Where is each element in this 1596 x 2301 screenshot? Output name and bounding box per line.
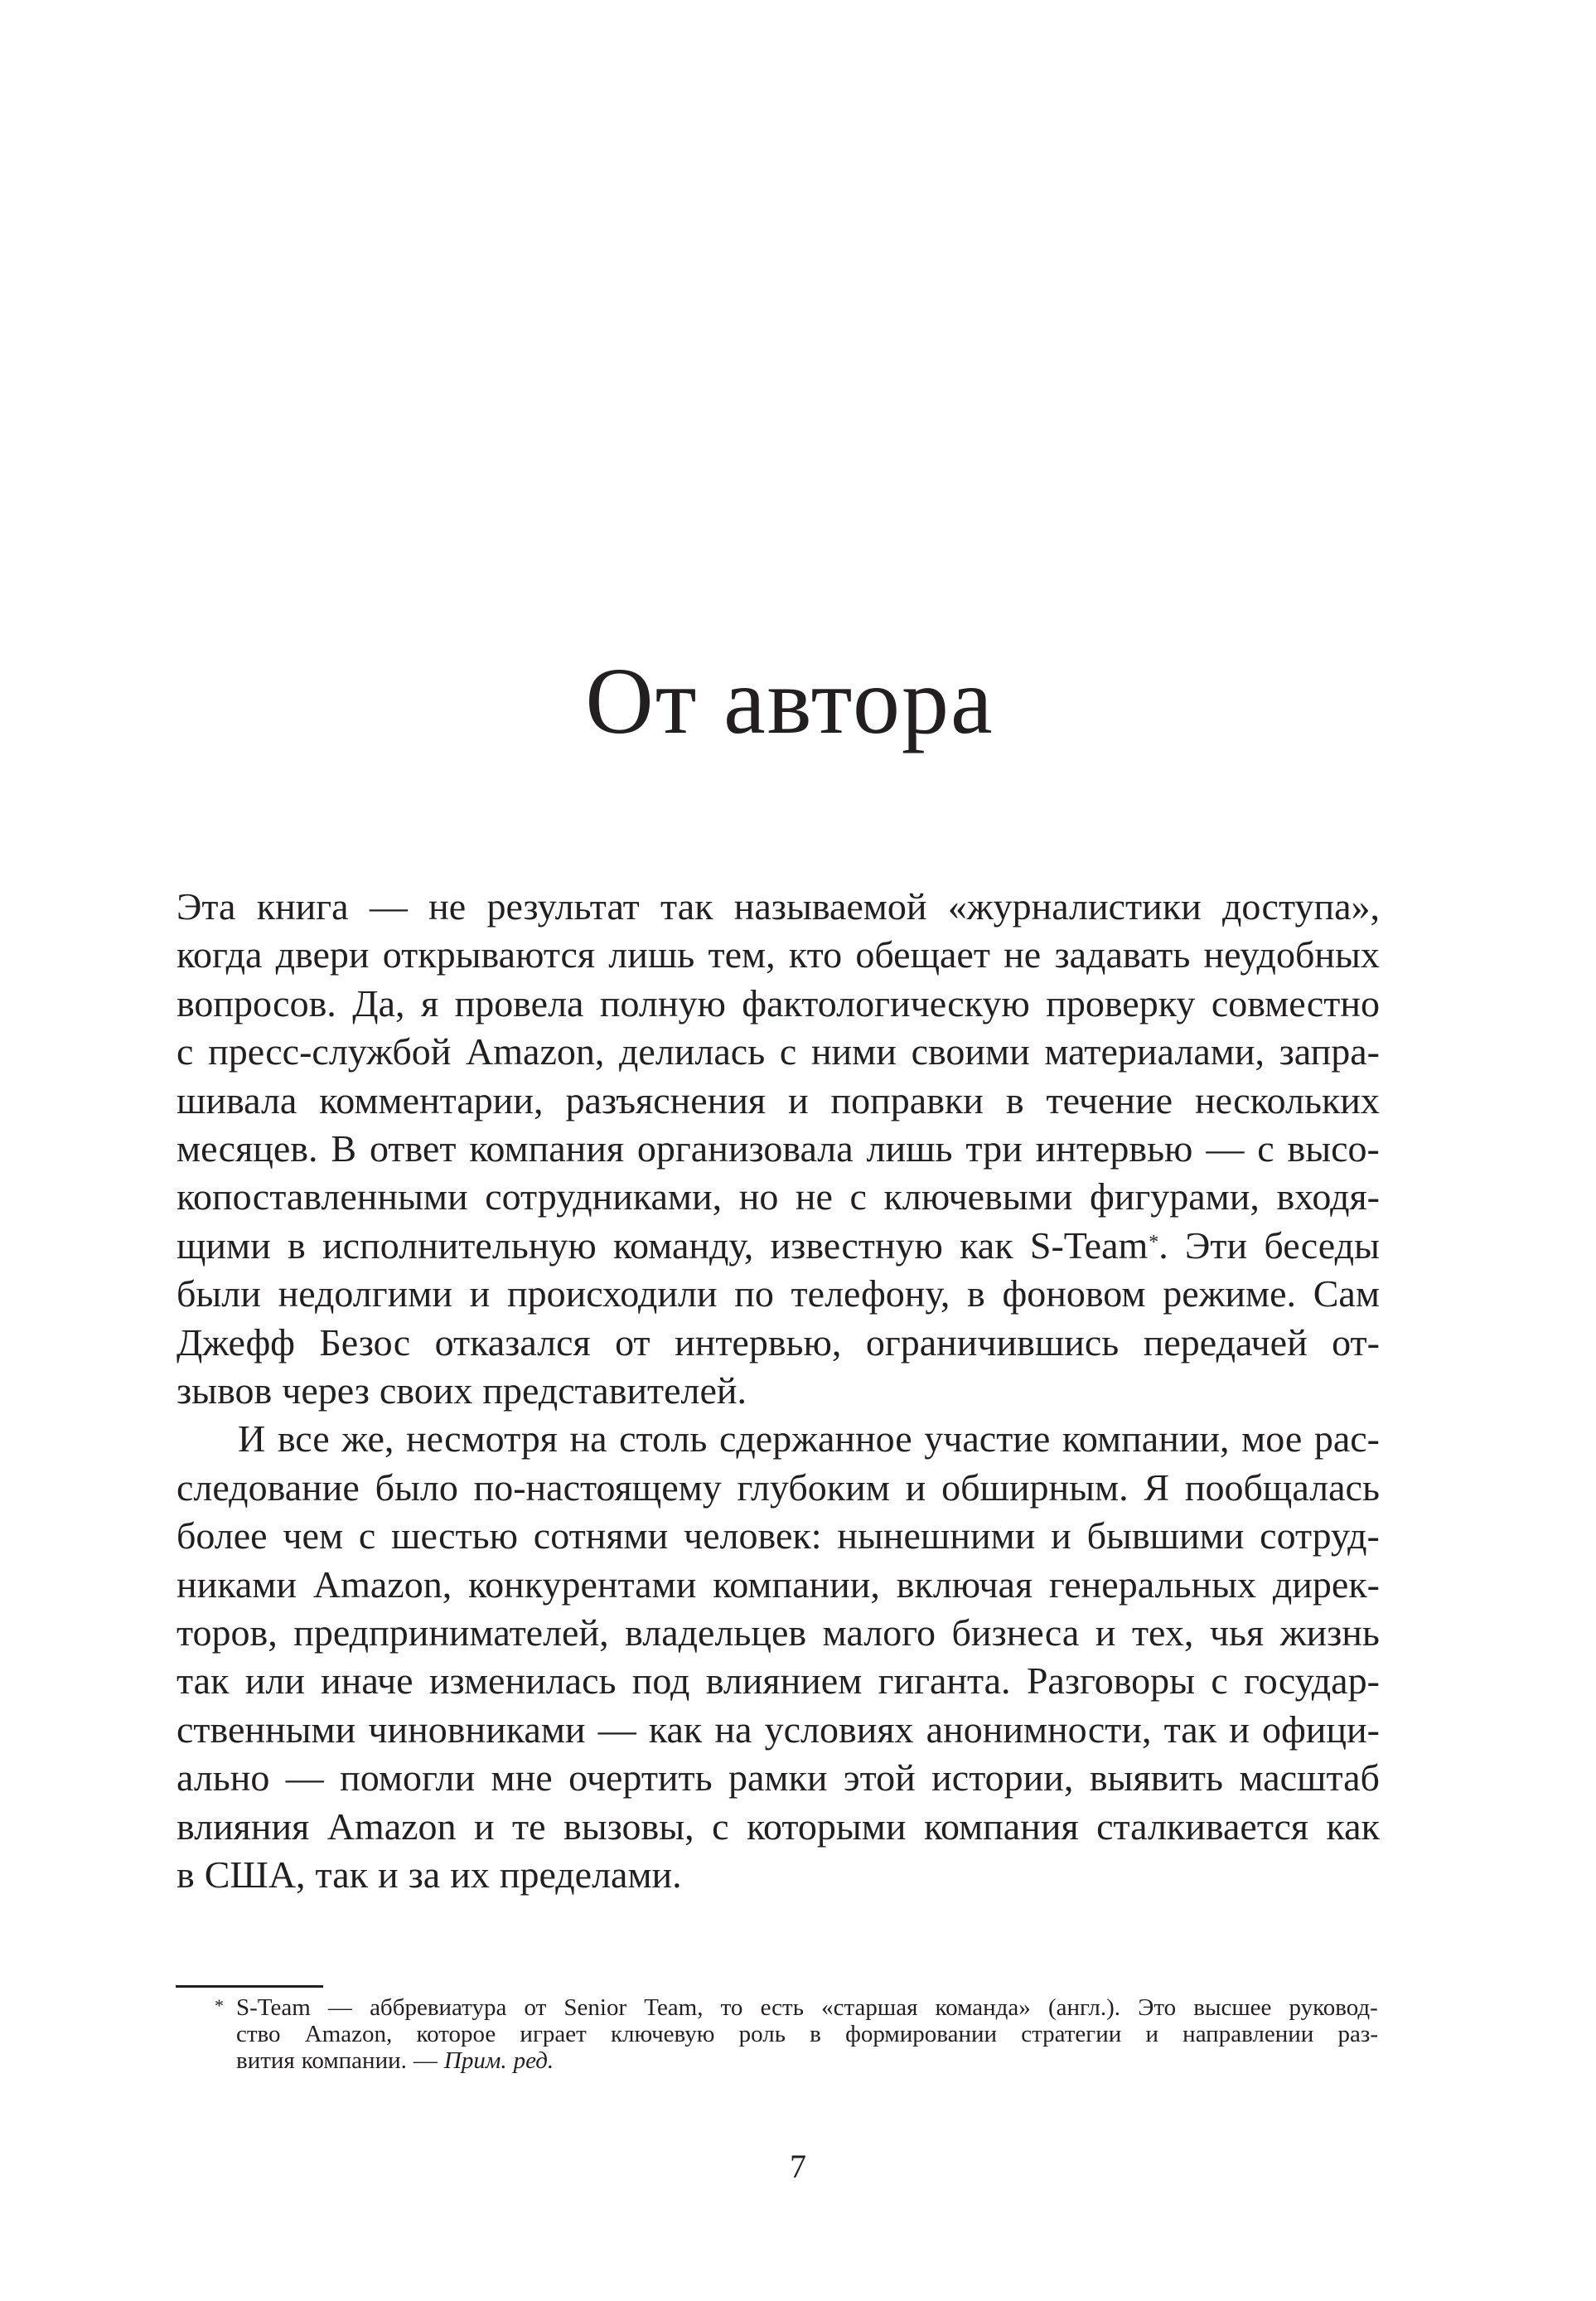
word: на bbox=[569, 1417, 607, 1461]
word: так bbox=[1163, 1708, 1217, 1751]
word: с bbox=[849, 1175, 867, 1218]
word: предпринимателей, bbox=[293, 1611, 609, 1654]
word: S-Team*. bbox=[1029, 1223, 1168, 1267]
word: не bbox=[428, 885, 467, 928]
word: недолгими bbox=[278, 1272, 452, 1315]
word: ключевыми bbox=[883, 1175, 1073, 1218]
word: чиновниками bbox=[368, 1708, 586, 1751]
word: которыми bbox=[746, 1804, 907, 1848]
word: формировании bbox=[845, 2021, 998, 2047]
word: — bbox=[369, 885, 408, 928]
word: влияния bbox=[177, 1804, 310, 1848]
word: в bbox=[288, 1223, 306, 1267]
word: провела bbox=[454, 981, 584, 1025]
word: я bbox=[420, 981, 439, 1025]
word: ними bbox=[810, 1030, 897, 1073]
word: кто bbox=[788, 933, 843, 976]
word: запра- bbox=[1279, 1030, 1380, 1073]
footnote-separator bbox=[176, 1985, 323, 1988]
word: ключевую bbox=[610, 2021, 715, 2047]
word: сталкивается bbox=[1096, 1804, 1309, 1848]
word: — bbox=[327, 1994, 352, 2021]
word: так bbox=[660, 885, 713, 928]
word: в bbox=[967, 1272, 985, 1315]
word: течение bbox=[1046, 1078, 1173, 1121]
body-line bbox=[177, 1512, 1380, 1560]
word: (англ.). bbox=[1047, 1994, 1121, 2021]
word: бизнеса bbox=[951, 1611, 1080, 1654]
word: бывшими bbox=[1086, 1514, 1245, 1557]
word: сотрудниками, bbox=[485, 1175, 723, 1218]
word: влиянием bbox=[705, 1659, 863, 1703]
word: компании, bbox=[713, 1562, 880, 1606]
word: Эта bbox=[177, 885, 236, 928]
word: анонимности, bbox=[926, 1708, 1152, 1751]
word: изменилась bbox=[428, 1659, 617, 1703]
body-line bbox=[177, 1319, 1380, 1367]
word: щими bbox=[177, 1223, 271, 1267]
word: книга bbox=[256, 885, 349, 928]
word: организовала bbox=[636, 1127, 854, 1170]
word: через bbox=[282, 1369, 370, 1412]
body-line bbox=[177, 883, 1380, 931]
word: сотнями bbox=[533, 1514, 669, 1557]
word: глубоким bbox=[737, 1465, 890, 1509]
word: и bbox=[473, 1804, 495, 1848]
word: команду, bbox=[613, 1223, 754, 1267]
word: руковод- bbox=[1289, 1994, 1378, 2021]
word: Разговоры bbox=[1026, 1659, 1196, 1703]
word: пресс-службой bbox=[208, 1030, 452, 1073]
word: и bbox=[1229, 1708, 1250, 1751]
word: беседы bbox=[1264, 1223, 1380, 1267]
word: три bbox=[965, 1127, 1023, 1170]
chapter-title bbox=[0, 643, 1579, 759]
word: участие bbox=[924, 1417, 1051, 1461]
body-line bbox=[238, 1415, 1380, 1463]
word: пределами. bbox=[499, 1853, 682, 1896]
word: в bbox=[1005, 1078, 1024, 1121]
word: государ- bbox=[1244, 1659, 1380, 1703]
word: ответ bbox=[369, 1127, 457, 1170]
word: известную bbox=[770, 1223, 943, 1267]
word: условиях bbox=[764, 1708, 914, 1751]
word: так bbox=[177, 1659, 230, 1703]
word: но bbox=[738, 1175, 779, 1218]
body-line bbox=[177, 1851, 1380, 1899]
word: поправки bbox=[830, 1078, 984, 1121]
word: и bbox=[905, 1465, 926, 1509]
body-line bbox=[177, 1028, 1380, 1076]
word: и bbox=[1095, 1611, 1116, 1654]
word: ственными bbox=[177, 1708, 356, 1751]
word: же, bbox=[341, 1417, 394, 1461]
word: все bbox=[277, 1417, 330, 1461]
word: высшее bbox=[1193, 1994, 1272, 2021]
word: — bbox=[597, 1708, 636, 1751]
word: S-Team bbox=[236, 1994, 311, 2021]
word: нескольких bbox=[1195, 1078, 1380, 1121]
word: своими bbox=[911, 1030, 1030, 1073]
word: рамки bbox=[728, 1756, 828, 1800]
word: этой bbox=[843, 1756, 916, 1800]
word: и bbox=[787, 1078, 809, 1121]
word: конкурентами bbox=[468, 1562, 697, 1606]
word: В bbox=[331, 1127, 357, 1170]
word: за bbox=[408, 1853, 441, 1896]
word: Senior bbox=[563, 1994, 627, 2021]
word: США, bbox=[204, 1853, 306, 1896]
word: следование bbox=[177, 1465, 360, 1509]
word: когда bbox=[177, 933, 263, 976]
word: Team, bbox=[644, 1994, 704, 2021]
word: никами bbox=[177, 1562, 297, 1606]
word: включая bbox=[896, 1562, 1033, 1606]
word: и bbox=[377, 1853, 399, 1896]
word: фактологическую bbox=[742, 981, 1030, 1025]
word: офици- bbox=[1261, 1708, 1380, 1751]
word: «старшая bbox=[821, 1994, 918, 2021]
word: называемой bbox=[733, 885, 927, 928]
footnote-line bbox=[236, 2047, 1378, 2074]
word: как bbox=[960, 1223, 1013, 1267]
word: шивала bbox=[177, 1078, 297, 1121]
word: вития bbox=[236, 2047, 295, 2074]
word: доступа», bbox=[1221, 885, 1380, 928]
word: двери bbox=[275, 933, 370, 976]
word: — bbox=[285, 1756, 324, 1800]
word: компания bbox=[923, 1804, 1079, 1848]
chapter-title-text: От автора bbox=[585, 648, 994, 754]
word: нынешними bbox=[837, 1514, 1036, 1557]
word: от bbox=[524, 1994, 547, 2021]
word: высо- bbox=[1287, 1127, 1380, 1170]
word: очертить bbox=[568, 1756, 713, 1800]
word: раз- bbox=[1337, 2021, 1378, 2047]
word: разъяснения bbox=[565, 1078, 767, 1121]
word: под bbox=[631, 1659, 690, 1703]
word: входя- bbox=[1276, 1175, 1380, 1218]
word: аббревиатура bbox=[370, 1994, 507, 2021]
word: Джефф bbox=[177, 1320, 295, 1364]
word: по bbox=[734, 1272, 774, 1315]
word: мне bbox=[491, 1756, 553, 1800]
word: торов, bbox=[177, 1611, 278, 1654]
word: чем bbox=[283, 1514, 344, 1557]
body-line bbox=[177, 1657, 1380, 1705]
word: Да, bbox=[352, 981, 405, 1025]
word: ред. bbox=[513, 2047, 554, 2074]
word: обещает bbox=[855, 933, 990, 976]
word: иначе bbox=[321, 1659, 414, 1703]
word: «журналистики bbox=[947, 885, 1202, 928]
body-line bbox=[177, 1222, 1380, 1270]
body-line bbox=[177, 1173, 1380, 1221]
word: те bbox=[512, 1804, 546, 1848]
word: не bbox=[795, 1175, 833, 1218]
footnote-line bbox=[236, 2021, 1378, 2047]
word: Это bbox=[1138, 1994, 1177, 2021]
word: и bbox=[469, 1272, 491, 1315]
word: тем, bbox=[708, 933, 776, 976]
word: их bbox=[450, 1853, 490, 1896]
word: телефону, bbox=[791, 1272, 950, 1315]
word: происходили bbox=[506, 1272, 718, 1315]
word: Безос bbox=[319, 1320, 411, 1364]
body-line bbox=[177, 1609, 1380, 1657]
word: дирек- bbox=[1272, 1562, 1380, 1606]
word: владельцев bbox=[625, 1611, 807, 1654]
word: не bbox=[1004, 933, 1042, 976]
word: своих bbox=[379, 1369, 473, 1412]
footnote-marker: * bbox=[215, 1995, 224, 2016]
word: роль bbox=[738, 2021, 786, 2047]
word: или bbox=[244, 1659, 305, 1703]
word: мое bbox=[1241, 1417, 1303, 1461]
body-line bbox=[177, 1077, 1380, 1125]
word: Сам bbox=[1313, 1272, 1380, 1315]
body-line bbox=[177, 1561, 1380, 1609]
word: малого bbox=[822, 1611, 936, 1654]
word: которое bbox=[416, 2021, 496, 2047]
word: вызовы, bbox=[563, 1804, 694, 1848]
word: интервью, bbox=[675, 1320, 842, 1364]
word: фигурами, bbox=[1089, 1175, 1260, 1218]
word: проверку bbox=[1046, 981, 1196, 1025]
word: вопросов. bbox=[177, 981, 336, 1025]
word: представителей. bbox=[482, 1369, 747, 1412]
word: И bbox=[238, 1417, 266, 1461]
word: ограничившись bbox=[865, 1320, 1120, 1364]
word: неудобных bbox=[1203, 933, 1380, 976]
word: на bbox=[714, 1708, 752, 1751]
word: результат bbox=[486, 885, 640, 928]
word: месяцев. bbox=[177, 1127, 318, 1170]
word: полную bbox=[599, 981, 726, 1025]
word: столь bbox=[619, 1417, 708, 1461]
word: есть bbox=[760, 1994, 804, 2021]
word: с bbox=[1211, 1659, 1228, 1703]
word: шестью bbox=[391, 1514, 518, 1557]
word: лишь bbox=[608, 933, 695, 976]
body-line bbox=[177, 1125, 1380, 1173]
word: зывов bbox=[177, 1369, 273, 1412]
word: в bbox=[177, 1853, 195, 1896]
word: генеральных bbox=[1049, 1562, 1256, 1606]
word: обширным. bbox=[941, 1465, 1129, 1509]
word: отказался bbox=[434, 1320, 591, 1364]
word: стратегии bbox=[1021, 2021, 1122, 2047]
word: направлении bbox=[1182, 2021, 1314, 2047]
word: по-настоящему bbox=[473, 1465, 722, 1509]
word: человек: bbox=[684, 1514, 822, 1557]
body-line bbox=[177, 1270, 1380, 1318]
word: как bbox=[1326, 1804, 1380, 1848]
word: Amazon bbox=[326, 1804, 457, 1848]
word: передачей bbox=[1143, 1320, 1308, 1364]
word: Amazon, bbox=[466, 1030, 605, 1073]
word: материалами, bbox=[1044, 1030, 1265, 1073]
word: сдержанное bbox=[718, 1417, 912, 1461]
body-line bbox=[177, 1464, 1380, 1512]
word: Эти bbox=[1185, 1223, 1248, 1267]
word: тех, bbox=[1131, 1611, 1194, 1654]
word: от- bbox=[1332, 1320, 1380, 1364]
word: истории, bbox=[931, 1756, 1074, 1800]
body-line bbox=[177, 1706, 1380, 1754]
word: жизнь bbox=[1279, 1611, 1380, 1654]
word: были bbox=[177, 1272, 261, 1315]
word: в bbox=[810, 2021, 821, 2047]
word: Amazon, bbox=[304, 2021, 393, 2047]
body-line bbox=[177, 1803, 1380, 1851]
word: рас- bbox=[1313, 1417, 1380, 1461]
word: с bbox=[779, 1030, 797, 1073]
word: делилась bbox=[619, 1030, 766, 1073]
word: Прим. bbox=[443, 2047, 507, 2074]
word: ально bbox=[177, 1756, 270, 1800]
word: копоставленными bbox=[177, 1175, 468, 1218]
footnote-reference[interactable]: * bbox=[1149, 1231, 1159, 1253]
word: и bbox=[1051, 1514, 1071, 1557]
word: ство bbox=[236, 2021, 281, 2047]
word: как bbox=[648, 1708, 703, 1751]
footnote-line bbox=[236, 1994, 1378, 2021]
word: то bbox=[720, 1994, 743, 2021]
word: и bbox=[1145, 2021, 1158, 2047]
word: чья bbox=[1209, 1611, 1265, 1654]
word: несмотря bbox=[405, 1417, 558, 1461]
word: было bbox=[375, 1465, 458, 1509]
word: — bbox=[1206, 1127, 1245, 1170]
word: с bbox=[1257, 1127, 1274, 1170]
body-line bbox=[177, 931, 1380, 979]
body-line bbox=[177, 980, 1380, 1028]
word: команда» bbox=[935, 1994, 1031, 2021]
word: Amazon, bbox=[312, 1562, 452, 1606]
word: пообщалась bbox=[1184, 1465, 1380, 1509]
word: так bbox=[315, 1853, 368, 1896]
body-line bbox=[177, 1754, 1380, 1802]
word: исполнительную bbox=[322, 1223, 597, 1267]
word: помогли bbox=[340, 1756, 476, 1800]
word: с bbox=[712, 1804, 729, 1848]
word: выявить bbox=[1089, 1756, 1224, 1800]
body-line bbox=[177, 1367, 1380, 1415]
word: лишь bbox=[866, 1127, 953, 1170]
word: масштаб bbox=[1239, 1756, 1380, 1800]
word: от bbox=[615, 1320, 650, 1364]
word: играет bbox=[520, 2021, 587, 2047]
word: открываются bbox=[382, 933, 596, 976]
word: фоновом bbox=[1002, 1272, 1146, 1315]
word: более bbox=[177, 1514, 268, 1557]
word: Я bbox=[1144, 1465, 1170, 1509]
word: комментарии, bbox=[319, 1078, 544, 1121]
word: сотруд- bbox=[1260, 1514, 1380, 1557]
word: гиганта. bbox=[878, 1659, 1011, 1703]
word: компания bbox=[469, 1127, 625, 1170]
word: компании. bbox=[301, 2047, 407, 2074]
word: — bbox=[413, 2047, 438, 2074]
word: задавать bbox=[1054, 933, 1191, 976]
word: режиме. bbox=[1163, 1272, 1297, 1315]
word: компании, bbox=[1062, 1417, 1230, 1461]
word: с bbox=[177, 1030, 194, 1073]
word: интервью bbox=[1035, 1127, 1193, 1170]
word: с bbox=[358, 1514, 376, 1557]
page-number: 7 bbox=[790, 2148, 806, 2185]
word: совместно bbox=[1211, 981, 1380, 1025]
